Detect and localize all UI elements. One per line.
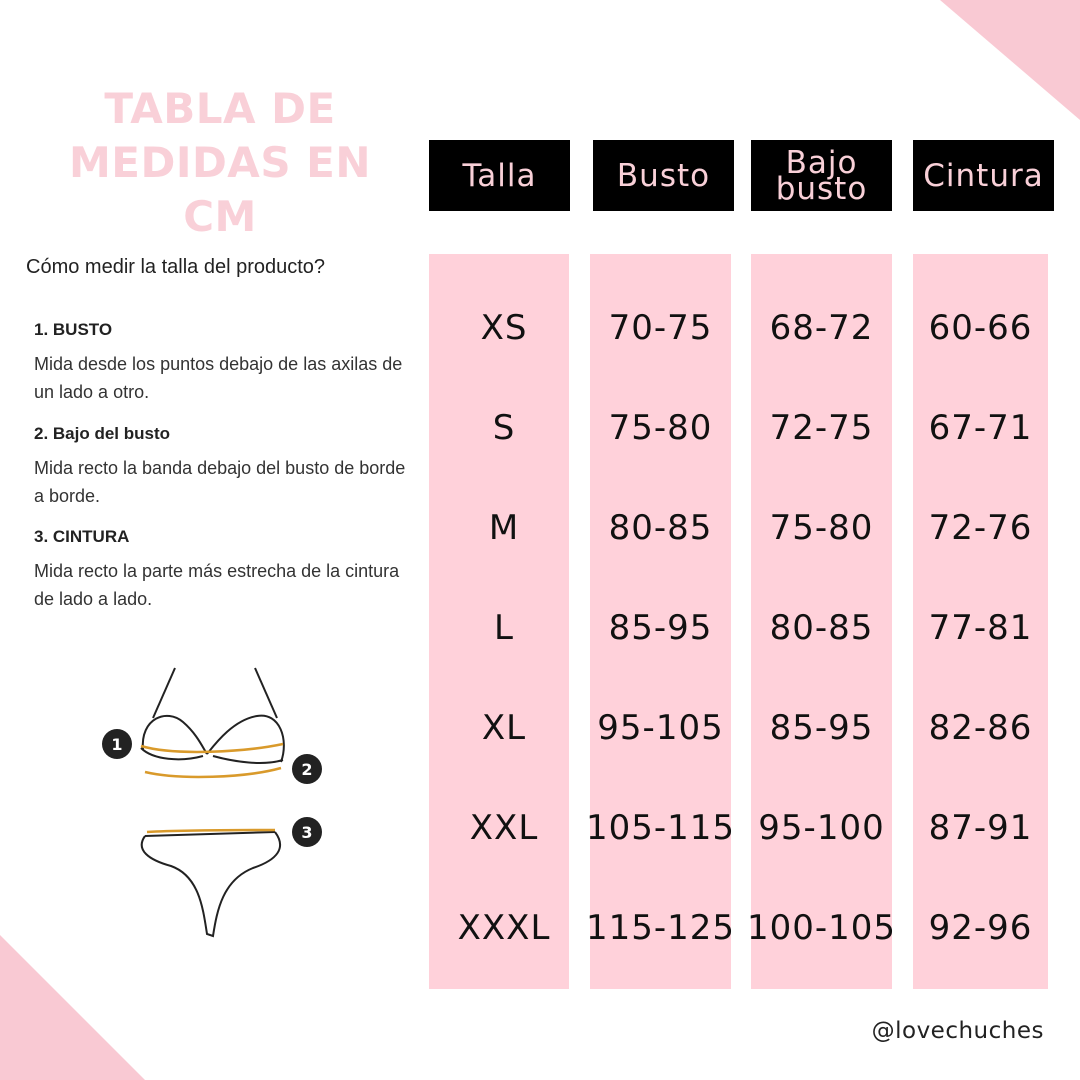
table-cell-busto: 85-95 [608, 608, 713, 648]
section-busto-heading: 1. BUSTO [34, 320, 113, 339]
section-cintura-heading: 3. CINTURA [34, 527, 130, 546]
table-cell-cintura: 82-86 [928, 708, 1033, 748]
table-cell-busto: 95-105 [597, 708, 724, 748]
table-cell-bajo-busto: 85-95 [769, 708, 874, 748]
table-cell-bajo-busto: 75-80 [769, 508, 874, 548]
table-cell-cintura: 60-66 [928, 308, 1033, 348]
section-bajo-busto-text: Mida recto la banda debajo del busto de borde a borde. [34, 458, 406, 506]
section-busto-text: Mida desde los puntos debajo de las axilas de un lado a otro. [34, 354, 403, 402]
table-cell-bajo-busto: 68-72 [769, 308, 874, 348]
table-cell-talla: S [492, 408, 516, 448]
table-cell-busto: 105-115 [585, 808, 736, 848]
header-busto: Busto [593, 140, 734, 211]
corner-decoration-bottom-left [0, 935, 145, 1080]
table-cell-talla: XL [481, 708, 527, 748]
table-cell-busto: 70-75 [608, 308, 713, 348]
table-cell-busto: 75-80 [608, 408, 713, 448]
table-cell-bajo-busto: 80-85 [769, 608, 874, 648]
section-bajo-busto-heading: 2. Bajo del busto [34, 424, 171, 443]
table-cell-talla: XXL [469, 808, 539, 848]
table-cell-busto: 115-125 [585, 908, 736, 948]
table-cell-bajo-busto: 100-105 [746, 908, 897, 948]
header-bajo-busto: Bajo busto [751, 140, 892, 211]
table-cell-cintura: 92-96 [928, 908, 1033, 948]
table-cell-talla: XXXL [457, 908, 551, 948]
page-title: TABLA DE MEDIDAS EN CM [68, 84, 372, 241]
header-cintura: Cintura [913, 140, 1054, 211]
bikini-illustration [95, 660, 335, 950]
table-cell-cintura: 87-91 [928, 808, 1033, 848]
table-cell-cintura: 72-76 [928, 508, 1033, 548]
table-cell-cintura: 77-81 [928, 608, 1033, 648]
table-cell-bajo-busto: 95-100 [758, 808, 885, 848]
marker-3-label: 3 [301, 823, 313, 842]
table-cell-busto: 80-85 [608, 508, 713, 548]
section-cintura-text: Mida recto la parte más estrecha de la cintura de lado a lado. [34, 561, 400, 609]
corner-decoration-top-right [940, 0, 1080, 120]
subtitle: Cómo medir la talla del producto? [26, 256, 326, 278]
marker-1-label: 1 [111, 735, 123, 754]
table-cell-talla: M [488, 508, 520, 548]
marker-2-label: 2 [301, 760, 313, 779]
table-cell-talla: L [494, 608, 514, 648]
table-cell-talla: XS [480, 308, 528, 348]
table-cell-cintura: 67-71 [928, 408, 1033, 448]
table-cell-bajo-busto: 72-75 [769, 408, 874, 448]
instagram-handle: @lovechuches [871, 1018, 1044, 1044]
header-talla: Talla [429, 140, 570, 211]
